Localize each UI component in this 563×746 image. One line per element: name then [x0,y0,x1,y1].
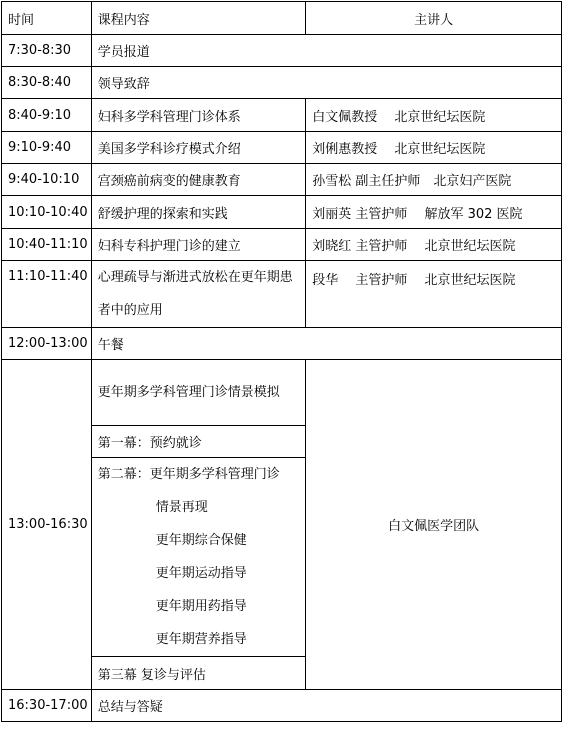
speaker-cell: 刘丽英 主管护师 解放军 302 医院 [306,196,562,229]
act3-cell: 第三幕 复诊与评估 [91,657,306,690]
table-row [2,164,562,196]
table-row [2,99,562,132]
course-cell: 妇科多学科管理门诊体系 [91,99,306,132]
speaker-cell: 刘俐惠教授 北京世纪坛医院 [306,132,562,164]
act2-item: 更年期运动指导 [155,566,247,581]
time-cell: 7:30-8:30 [2,35,92,67]
table-row [2,132,562,164]
speaker-cell: 白文佩教授 北京世纪坛医院 [306,99,562,132]
time-cell: 10:10-10:40 [2,196,92,229]
table-row [2,328,562,360]
course-cell: 美国多学科诊疗模式介绍 [91,132,306,164]
table-row [2,67,562,99]
time-cell: 9:10-9:40 [2,132,92,164]
course-cell: 领导致辞 [91,67,561,99]
time-cell: 16:30-17:00 [2,690,92,722]
time-cell: 8:30-8:40 [2,67,92,99]
time-cell: 9:40-10:10 [2,164,92,196]
afternoon-speaker-cell: 白文佩医学团队 [306,360,562,690]
course-cell: 妇科专科护理门诊的建立 [91,229,306,261]
act2-title: 第二幕：更年期多学科管理门诊 [97,467,280,482]
table-row [2,261,562,328]
act1-cell: 第一幕：预约就诊 [91,426,306,458]
header-course: 课程内容 [91,2,306,35]
course-cell: 午餐 [91,328,561,360]
speaker-cell: 段华 主管护师 北京世纪坛医院 [306,261,562,328]
speaker-cell: 孙雪松 副主任护师 北京妇产医院 [306,164,562,196]
afternoon-title-cell: 更年期多学科管理门诊情景模拟 [91,360,306,426]
act2-cell [91,458,306,657]
act2-item: 更年期综合保健 [155,533,247,548]
course-cell: 心理疏导与渐进式放松在更年期患者中的应用 [91,261,306,328]
schedule-table [1,1,562,722]
afternoon-time-cell: 13:00-16:30 [2,360,92,690]
table-row [2,35,562,67]
speaker-cell: 刘晓红 主管护师 北京世纪坛医院 [306,229,562,261]
course-cell: 学员报道 [91,35,561,67]
header-row [2,2,562,35]
course-cell: 总结与答疑 [91,690,561,722]
act2-item: 更年期营养指导 [155,632,247,647]
table-row [2,196,562,229]
time-cell: 12:00-13:00 [2,328,92,360]
act2-item: 情景再现 [155,500,208,515]
header-speaker: 主讲人 [306,2,562,35]
act2-item: 更年期用药指导 [155,599,247,614]
time-cell: 10:40-11:10 [2,229,92,261]
table-row [2,229,562,261]
course-cell: 宫颈癌前病变的健康教育 [91,164,306,196]
header-time: 时间 [2,2,92,35]
course-cell: 舒缓护理的探索和实践 [91,196,306,229]
time-cell: 8:40-9:10 [2,99,92,132]
time-cell: 11:10-11:40 [2,261,92,328]
table-row [2,690,562,722]
table-row [2,360,562,426]
